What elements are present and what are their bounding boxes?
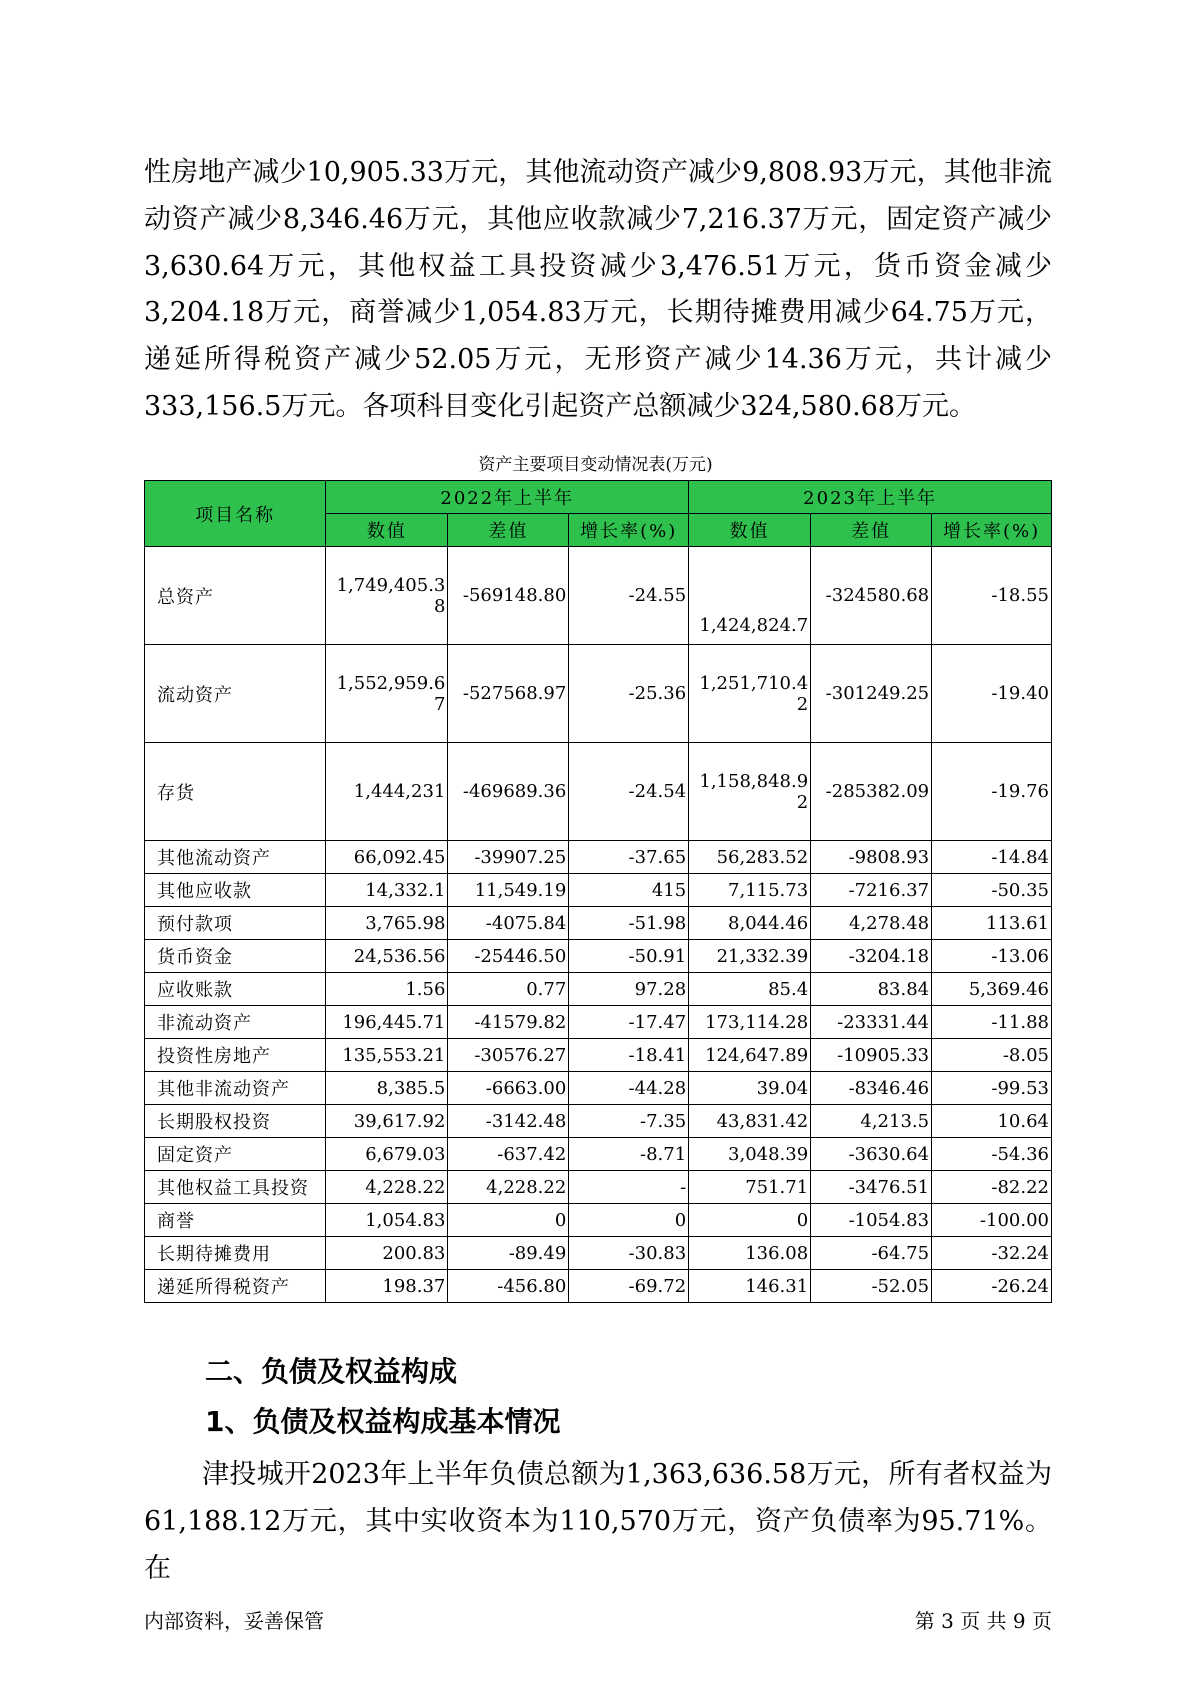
- cell-v22: 135,553.21: [326, 1039, 448, 1072]
- row-item-name: 递延所得税资产: [145, 1270, 326, 1303]
- cell-v22: 1,749,405.38: [326, 547, 448, 645]
- table-row: [145, 841, 1052, 874]
- cell-v22: 39,617.92: [326, 1105, 448, 1138]
- cell-g22: -8.71: [569, 1138, 689, 1171]
- cell-d23: -3204.18: [811, 940, 932, 973]
- table-row: [145, 1237, 1052, 1270]
- cell-v22: 200.83: [326, 1237, 448, 1270]
- table-row: [145, 1270, 1052, 1303]
- table-row: [145, 1072, 1052, 1105]
- cell-v22: 66,092.45: [326, 841, 448, 874]
- cell-g23: -32.24: [932, 1237, 1052, 1270]
- cell-v23: 0: [689, 1204, 811, 1237]
- cell-v23: 1,158,848.92: [689, 743, 811, 841]
- page-number: 第 3 页 共 9 页: [914, 1609, 1052, 1633]
- cell-v22: 3,765.98: [326, 907, 448, 940]
- section-heading: 二、负债及权益构成: [205, 1355, 458, 1388]
- row-item-name: 固定资产: [145, 1138, 326, 1171]
- subsection-heading: 1、负债及权益构成基本情况: [205, 1405, 561, 1438]
- cell-d22: -6663.00: [448, 1072, 569, 1105]
- cell-g22: -17.47: [569, 1006, 689, 1039]
- cell-v23: 173,114.28: [689, 1006, 811, 1039]
- cell-d23: 4,213.5: [811, 1105, 932, 1138]
- cell-v22: 196,445.71: [326, 1006, 448, 1039]
- cell-g22: 415: [569, 874, 689, 907]
- cell-g22: -44.28: [569, 1072, 689, 1105]
- cell-g22: -24.54: [569, 743, 689, 841]
- table-row: [145, 940, 1052, 973]
- cell-g22: 0: [569, 1204, 689, 1237]
- body-paragraph: 津投城开2023年上半年负债总额为1,363,636.58万元，所有者权益为61,188.12万元，其中实收资本为110,570万元，资产负债率为95.71%。在: [144, 1459, 1052, 1584]
- cell-d23: -23331.44: [811, 1006, 932, 1039]
- table-caption: 资产主要项目变动情况表(万元): [478, 455, 713, 475]
- cell-g23: -99.53: [932, 1072, 1052, 1105]
- header-diff-2023: 差值: [811, 514, 932, 547]
- cell-d22: -3142.48: [448, 1105, 569, 1138]
- cell-g23: 113.61: [932, 907, 1052, 940]
- asset-change-table: [144, 480, 1052, 1303]
- cell-d23: -8346.46: [811, 1072, 932, 1105]
- table-row: [145, 645, 1052, 743]
- row-item-name: 其他权益工具投资: [145, 1171, 326, 1204]
- cell-g23: -8.05: [932, 1039, 1052, 1072]
- row-item-name: 非流动资产: [145, 1006, 326, 1039]
- cell-d22: -25446.50: [448, 940, 569, 973]
- cell-d23: -7216.37: [811, 874, 932, 907]
- row-item-name: 投资性房地产: [145, 1039, 326, 1072]
- cell-d23: -64.75: [811, 1237, 932, 1270]
- cell-d22: -469689.36: [448, 743, 569, 841]
- table-row: [145, 1039, 1052, 1072]
- cell-d22: -89.49: [448, 1237, 569, 1270]
- cell-d22: -569148.80: [448, 547, 569, 645]
- cell-g23: -100.00: [932, 1204, 1052, 1237]
- header-item-name: 项目名称: [145, 481, 326, 547]
- cell-d22: 0: [448, 1204, 569, 1237]
- cell-d22: -527568.97: [448, 645, 569, 743]
- cell-v23: 136.08: [689, 1237, 811, 1270]
- table-row: [145, 1171, 1052, 1204]
- cell-g22: -69.72: [569, 1270, 689, 1303]
- cell-v22: 14,332.1: [326, 874, 448, 907]
- cell-g22: -37.65: [569, 841, 689, 874]
- cell-d23: -3476.51: [811, 1171, 932, 1204]
- header-diff-2022: 差值: [448, 514, 569, 547]
- cell-d23: -1054.83: [811, 1204, 932, 1237]
- table-row: [145, 1138, 1052, 1171]
- cell-g22: -7.35: [569, 1105, 689, 1138]
- header-value-2023: 数值: [689, 514, 811, 547]
- table-row: [145, 743, 1052, 841]
- header-group-2022: 2022年上半年: [326, 481, 689, 514]
- cell-g23: -18.55: [932, 547, 1052, 645]
- footer-note: 内部资料，妥善保管: [144, 1609, 324, 1633]
- cell-v23: 8,044.46: [689, 907, 811, 940]
- row-item-name: 长期股权投资: [145, 1105, 326, 1138]
- cell-v23: 39.04: [689, 1072, 811, 1105]
- cell-v22: 1,444,231: [326, 743, 448, 841]
- cell-d23: 83.84: [811, 973, 932, 1006]
- cell-d22: -41579.82: [448, 1006, 569, 1039]
- cell-v23: 1,424,824.7: [689, 547, 811, 645]
- table-row: [145, 907, 1052, 940]
- row-item-name: 总资产: [145, 547, 326, 645]
- row-item-name: 存货: [145, 743, 326, 841]
- cell-g23: 10.64: [932, 1105, 1052, 1138]
- row-item-name: 其他非流动资产: [145, 1072, 326, 1105]
- cell-g22: -24.55: [569, 547, 689, 645]
- table-row: [145, 874, 1052, 907]
- cell-g23: 5,369.46: [932, 973, 1052, 1006]
- cell-d22: -39907.25: [448, 841, 569, 874]
- cell-v23: 751.71: [689, 1171, 811, 1204]
- cell-g22: 97.28: [569, 973, 689, 1006]
- row-item-name: 其他流动资产: [145, 841, 326, 874]
- cell-v23: 3,048.39: [689, 1138, 811, 1171]
- cell-d23: -9808.93: [811, 841, 932, 874]
- cell-g22: -18.41: [569, 1039, 689, 1072]
- cell-d22: 4,228.22: [448, 1171, 569, 1204]
- row-item-name: 流动资产: [145, 645, 326, 743]
- cell-g23: -26.24: [932, 1270, 1052, 1303]
- row-item-name: 长期待摊费用: [145, 1237, 326, 1270]
- cell-v22: 1,552,959.67: [326, 645, 448, 743]
- header-growth-2023: 增长率(%): [932, 514, 1052, 547]
- cell-v23: 21,332.39: [689, 940, 811, 973]
- cell-g22: -25.36: [569, 645, 689, 743]
- row-item-name: 应收账款: [145, 973, 326, 1006]
- cell-d22: 11,549.19: [448, 874, 569, 907]
- header-growth-2022: 增长率(%): [569, 514, 689, 547]
- cell-v23: 56,283.52: [689, 841, 811, 874]
- cell-d23: -285382.09: [811, 743, 932, 841]
- cell-d22: 0.77: [448, 973, 569, 1006]
- cell-g23: -82.22: [932, 1171, 1052, 1204]
- table-row: [145, 1006, 1052, 1039]
- cell-g23: -14.84: [932, 841, 1052, 874]
- cell-v22: 198.37: [326, 1270, 448, 1303]
- cell-d23: 4,278.48: [811, 907, 932, 940]
- cell-d23: -301249.25: [811, 645, 932, 743]
- cell-d23: -3630.64: [811, 1138, 932, 1171]
- row-item-name: 其他应收款: [145, 874, 326, 907]
- table-row: [145, 973, 1052, 1006]
- cell-v23: 85.4: [689, 973, 811, 1006]
- header-value-2022: 数值: [326, 514, 448, 547]
- cell-g22: -30.83: [569, 1237, 689, 1270]
- cell-d22: -456.80: [448, 1270, 569, 1303]
- cell-d23: -52.05: [811, 1270, 932, 1303]
- header-group-2023: 2023年上半年: [689, 481, 1052, 514]
- cell-g22: -50.91: [569, 940, 689, 973]
- cell-d23: -10905.33: [811, 1039, 932, 1072]
- table-row: [145, 1204, 1052, 1237]
- cell-v22: 8,385.5: [326, 1072, 448, 1105]
- cell-g23: -11.88: [932, 1006, 1052, 1039]
- cell-g23: -54.36: [932, 1138, 1052, 1171]
- cell-g22: -: [569, 1171, 689, 1204]
- cell-d22: -4075.84: [448, 907, 569, 940]
- cell-v23: 43,831.42: [689, 1105, 811, 1138]
- row-item-name: 货币资金: [145, 940, 326, 973]
- cell-v22: 4,228.22: [326, 1171, 448, 1204]
- cell-v23: 7,115.73: [689, 874, 811, 907]
- table-row: [145, 1105, 1052, 1138]
- cell-g23: -13.06: [932, 940, 1052, 973]
- cell-d23: -324580.68: [811, 547, 932, 645]
- cell-g23: -19.76: [932, 743, 1052, 841]
- cell-v23: 1,251,710.42: [689, 645, 811, 743]
- cell-v22: 1,054.83: [326, 1204, 448, 1237]
- cell-v23: 146.31: [689, 1270, 811, 1303]
- cell-v22: 24,536.56: [326, 940, 448, 973]
- cell-g23: -50.35: [932, 874, 1052, 907]
- cell-v22: 6,679.03: [326, 1138, 448, 1171]
- cell-v22: 1.56: [326, 973, 448, 1006]
- cell-d22: -30576.27: [448, 1039, 569, 1072]
- table-row: [145, 547, 1052, 645]
- cell-g23: -19.40: [932, 645, 1052, 743]
- cell-v23: 124,647.89: [689, 1039, 811, 1072]
- row-item-name: 商誉: [145, 1204, 326, 1237]
- cell-d22: -637.42: [448, 1138, 569, 1171]
- row-item-name: 预付款项: [145, 907, 326, 940]
- intro-paragraph: 性房地产减少10,905.33万元，其他流动资产减少9,808.93万元，其他非流动资产减少8,346.46万元，其他应收款减少7,216.37万元，固定资产减少3,630.64万元，其他权益工具投资减少3,476.51万元，货币资金减少3,204.18万元，商誉减少1,054.83万元，长期待摊费用减少64.75万元，递延所得税资产减少52.05万元，无形资产减少14.36万元，共计减少333,156.5万元。各项科目变化引起资产总额减少324,580.68万元。: [144, 157, 1052, 422]
- cell-g22: -51.98: [569, 907, 689, 940]
